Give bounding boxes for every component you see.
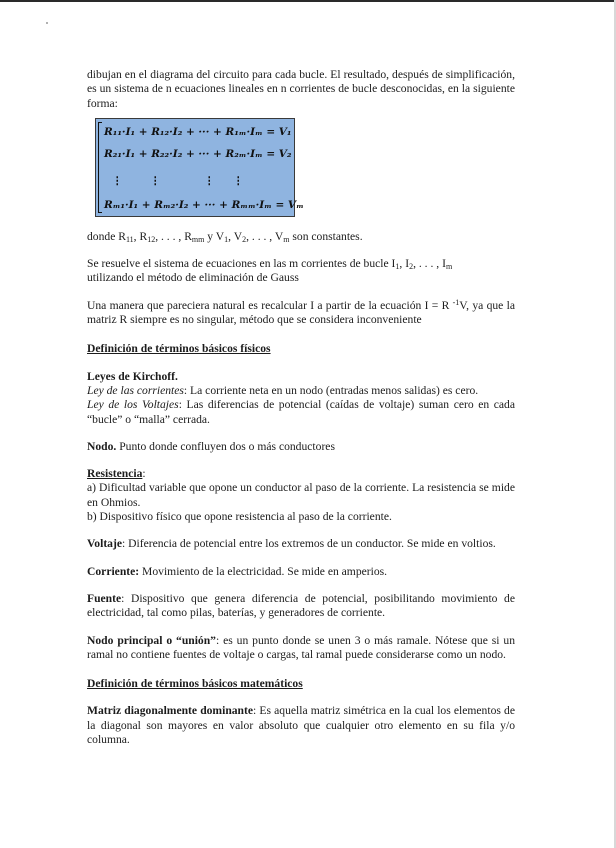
voltaje-definition: Voltaje: Diferencia de potencial entre los extremos de un conductor. Se mide en voltios. [87, 537, 496, 551]
equation-row-1: R₁₁·I₁ + R₁₂·I₂ + ··· + R₁ₘ·Iₘ = V₁ [104, 125, 292, 138]
constants-line: donde $R_{11}$, $R_{12}$, . . . , $R_{mm}$ y $V_1$, $V_2$, . . . , $V_m$ son constantes. [87, 229, 363, 244]
gauss-paragraph: Se resuelve el sistema de ecuaciones en las m corrientes de bucle $I_1$, $I_2$, . . . , $I_m$ utilizando el método de eliminación de Gauss [87, 257, 453, 285]
equation-row-m: Rₘ₁·I₁ + Rₘ₂·I₂ + ··· + Rₘₘ·Iₘ = Vₘ [104, 198, 304, 211]
scan-top-edge [0, 0, 616, 2]
vdots-4: ⋮ [233, 174, 244, 187]
recalc-paragraph: Una manera que pareciera natural es recalcular I a partir de la ecuación I = R $^{-1}$V, ya que la matriz R siempre es no singular, método que se considera inconveniente [87, 297, 515, 327]
voltage-law-text: : Las diferencias de potencial (caídas de voltaje) suman cero en cada “bucle” o “malla” cerrada. [87, 398, 515, 426]
heading-physical-terms: Definición de términos básicos físicos [87, 342, 271, 356]
fuente-definition: Fuente: Dispositivo que genera diferencia de potencial, posibilitando movimiento de electricidad, tal como pilas, baterías, y generadores de corriente. [87, 591, 515, 620]
corriente-definition: Corriente: Movimiento de la electricidad. Se mide en amperios. [87, 564, 388, 578]
current-law-text: : La corriente neta en un nodo (entradas menos salidas) es cero. [183, 383, 479, 397]
scan-speck [46, 22, 48, 24]
resistencia-b: b) Dispositivo físico que opone resistencia al paso de la corriente. [87, 510, 392, 524]
resistencia-a: a) Dificultad variable que opone un conductor al paso de la corriente. La resistencia se mide en Ohmios. [87, 481, 515, 509]
vdots-2: ⋮ [150, 174, 161, 187]
kirchhoff-block [87, 370, 515, 427]
document-page [87, 68, 515, 747]
current-law-label: Ley de las corrientes [87, 383, 184, 397]
vdots-3: ⋮ [204, 174, 215, 187]
equation-row-2: R₂₁·I₁ + R₂₂·I₂ + ··· + R₂ₘ·Iₘ = V₂ [104, 147, 292, 160]
matriz-definition: Matriz diagonalmente dominante: Es aquella matriz simétrica en la cual los elementos de la diagonal son mayores en valor absoluto que cualquier otro elemento en su fila y/o columna. [87, 704, 515, 747]
equation-bracket [98, 122, 102, 213]
nodo-definition: Nodo. Punto donde confluyen dos o más conductores [87, 439, 335, 453]
heading-math-terms: Definición de términos básicos matemáticos [87, 677, 303, 691]
voltage-law-label: Ley de los Voltajes [87, 398, 179, 412]
nodo-principal-definition: Nodo principal o “unión”: es un punto donde se unen 3 o más ramale. Nótese que si un ramal no contiene fuentes de voltaje o cargas, tal ramal puede considerarse como un nodo. [87, 633, 516, 661]
resistencia-definition: Resistencia: a) Dificultad variable que opone un conductor al paso de la corriente. La resistencia se mide en Ohmios. b) Dispositivo físico que opone resistencia al paso de la corriente. [87, 467, 515, 524]
equation-system-box [95, 118, 304, 217]
vdots-1: ⋮ [112, 174, 123, 187]
kirchhoff-title: Leyes de Kirchoff. [87, 369, 178, 383]
intro-paragraph: dibujan en el diagrama del circuito para cada bucle. El resultado, después de simplificación, es un sistema de n ecuaciones lineales en n corrientes de bucle desconocidas, en la siguiente forma: [87, 68, 515, 110]
resistencia-term: Resistencia [87, 467, 143, 481]
